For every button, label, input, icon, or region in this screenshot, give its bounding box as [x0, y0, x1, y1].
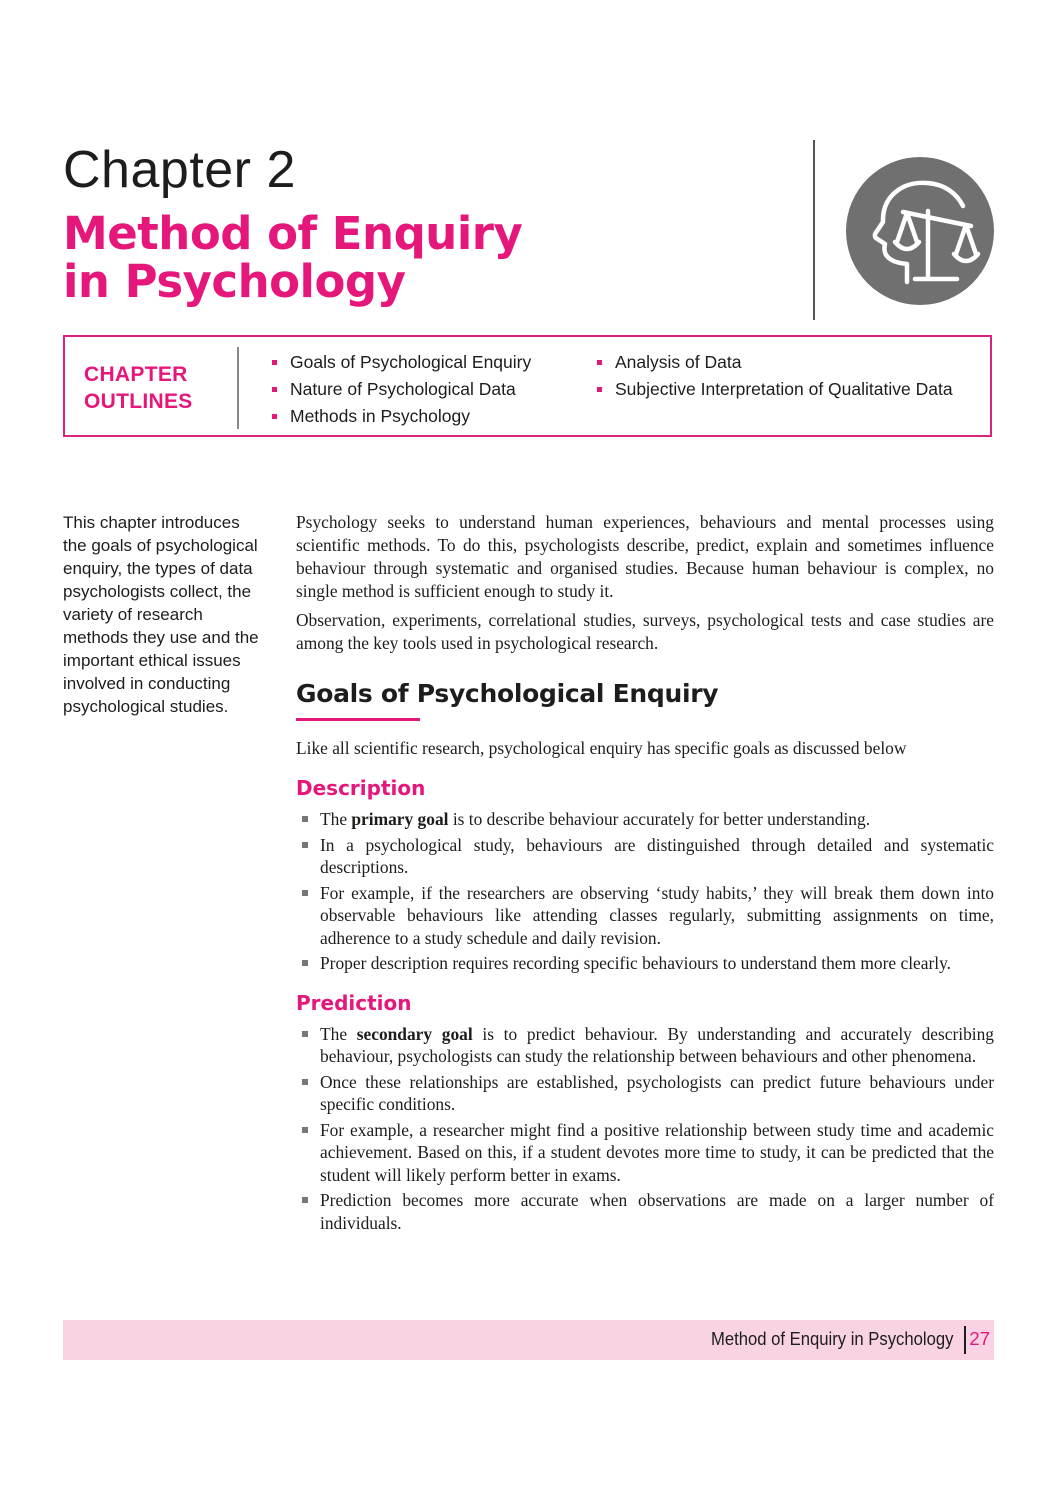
bold-term: secondary goal — [356, 1023, 473, 1044]
chapter-title-line-1: Method of Enquiry — [63, 207, 523, 260]
square-bullet-icon — [302, 890, 308, 896]
bold-term: primary goal — [351, 809, 449, 829]
chapter-outline-box — [63, 335, 992, 437]
outline-column-1 — [270, 349, 531, 430]
page-number: 27 — [969, 1328, 990, 1349]
bullet-icon — [272, 360, 277, 365]
square-bullet-icon — [302, 1079, 308, 1085]
chapter-label: Chapter 2 — [63, 141, 296, 199]
section-underline — [296, 718, 420, 721]
square-bullet-icon — [302, 960, 308, 966]
outline-item-text: Nature of Psychological Data — [290, 379, 516, 399]
side-note: This chapter introduces the goals of psychological enquiry, the types of data psychologists collect, the variety of research methods they use and the important ethical issues involved in conducting psychological studies. — [63, 513, 259, 716]
square-bullet-icon — [302, 1197, 308, 1203]
outline-item-text: Methods in Psychology — [290, 406, 470, 426]
square-bullet-icon — [302, 1031, 308, 1037]
text: For example, a researcher might find a positive relationship between study time and academic achievement. Based on this, if a student devotes more time to study, it can be predicted that the student will likely perform better in exams. — [320, 1119, 994, 1185]
outline-item-text: Analysis of Data — [615, 352, 742, 372]
square-bullet-icon — [302, 842, 308, 848]
bullet-icon — [597, 387, 602, 392]
text: The — [320, 1023, 357, 1044]
subheading-prediction: Prediction — [296, 990, 412, 1015]
chapter-outline-heading-line-1: CHAPTER — [84, 363, 188, 386]
subheading-description: Description — [296, 776, 426, 800]
outline-item — [270, 403, 531, 430]
footer-title: Method of Enquiry in Psychology — [710, 1328, 953, 1349]
list-item — [296, 834, 994, 879]
list-item — [296, 952, 994, 975]
outline-item — [595, 376, 953, 403]
text: For example, if the researchers are observing ‘study habits,’ they will break them down into observable behaviours like attending classes regularly, submitting assignments on time, adherence to a study schedule and daily revision. — [320, 882, 994, 948]
chapter-title — [63, 207, 523, 308]
text: The — [320, 809, 352, 829]
bullet-icon — [272, 414, 277, 419]
chapter-outline-heading-line-2: OUTLINES — [84, 390, 193, 413]
text: Prediction becomes more accurate when observations are made on a larger number of individuals. — [320, 1190, 994, 1233]
footer-divider — [964, 1326, 966, 1354]
outline-item-text: Goals of Psychological Enquiry — [290, 352, 532, 372]
list-item — [296, 1189, 994, 1234]
outline-item — [270, 376, 531, 403]
outline-item — [270, 349, 531, 376]
outline-column-2 — [595, 349, 953, 403]
chapter-outline-heading — [84, 361, 193, 415]
square-bullet-icon — [302, 1127, 308, 1133]
list-item — [296, 1119, 994, 1187]
outline-item-text: Subjective Interpretation of Qualitative Data — [615, 379, 953, 399]
text: Proper description requires recording specific behaviours to understand them more clearly. — [320, 953, 951, 973]
section-heading: Goals of Psychological Enquiry — [296, 679, 719, 708]
chapter-title-line-2: in Psychology — [63, 255, 406, 308]
bullet-icon — [272, 387, 277, 392]
outline-item — [595, 349, 953, 376]
square-bullet-icon — [302, 816, 308, 822]
footer-bar — [63, 1320, 994, 1360]
main-content — [296, 511, 994, 1237]
list-item — [296, 882, 994, 950]
header-divider — [813, 140, 815, 320]
text: is to predict behaviour. By understanding and accurately describing behaviour, psychologists can study the relationship between behaviours and other phenomena. — [320, 1023, 995, 1066]
text: In a psychological study, behaviours are distinguished through detailed and systematic descriptions. — [320, 834, 994, 877]
outline-divider — [237, 347, 239, 429]
section-lead: Like all scientific research, psychological enquiry has specific goals as discussed below — [296, 738, 907, 758]
list-item — [296, 1071, 994, 1116]
description-list — [296, 808, 994, 975]
head-with-balance-scale-icon — [845, 156, 995, 306]
list-item — [296, 1023, 994, 1068]
prediction-list — [296, 1023, 994, 1235]
text: Once these relationships are established, psychologists can predict future behaviours under specific conditions. — [320, 1071, 994, 1114]
intro-paragraph: Psychology seeks to understand human experiences, behaviours and mental processes using scientific methods. To do this, psychologists describe, predict, explain and sometimes influence behaviour through systematic and organised studies. Because human behaviour is complex, no single method is sufficient enough to study it. — [296, 512, 994, 601]
text: is to describe behaviour accurately for better understanding. — [448, 809, 871, 829]
bullet-icon — [597, 360, 602, 365]
intro-paragraph: Observation, experiments, correlational studies, surveys, psychological tests and case studies are among the key tools used in psychological research. — [296, 610, 994, 653]
list-item — [296, 808, 994, 831]
